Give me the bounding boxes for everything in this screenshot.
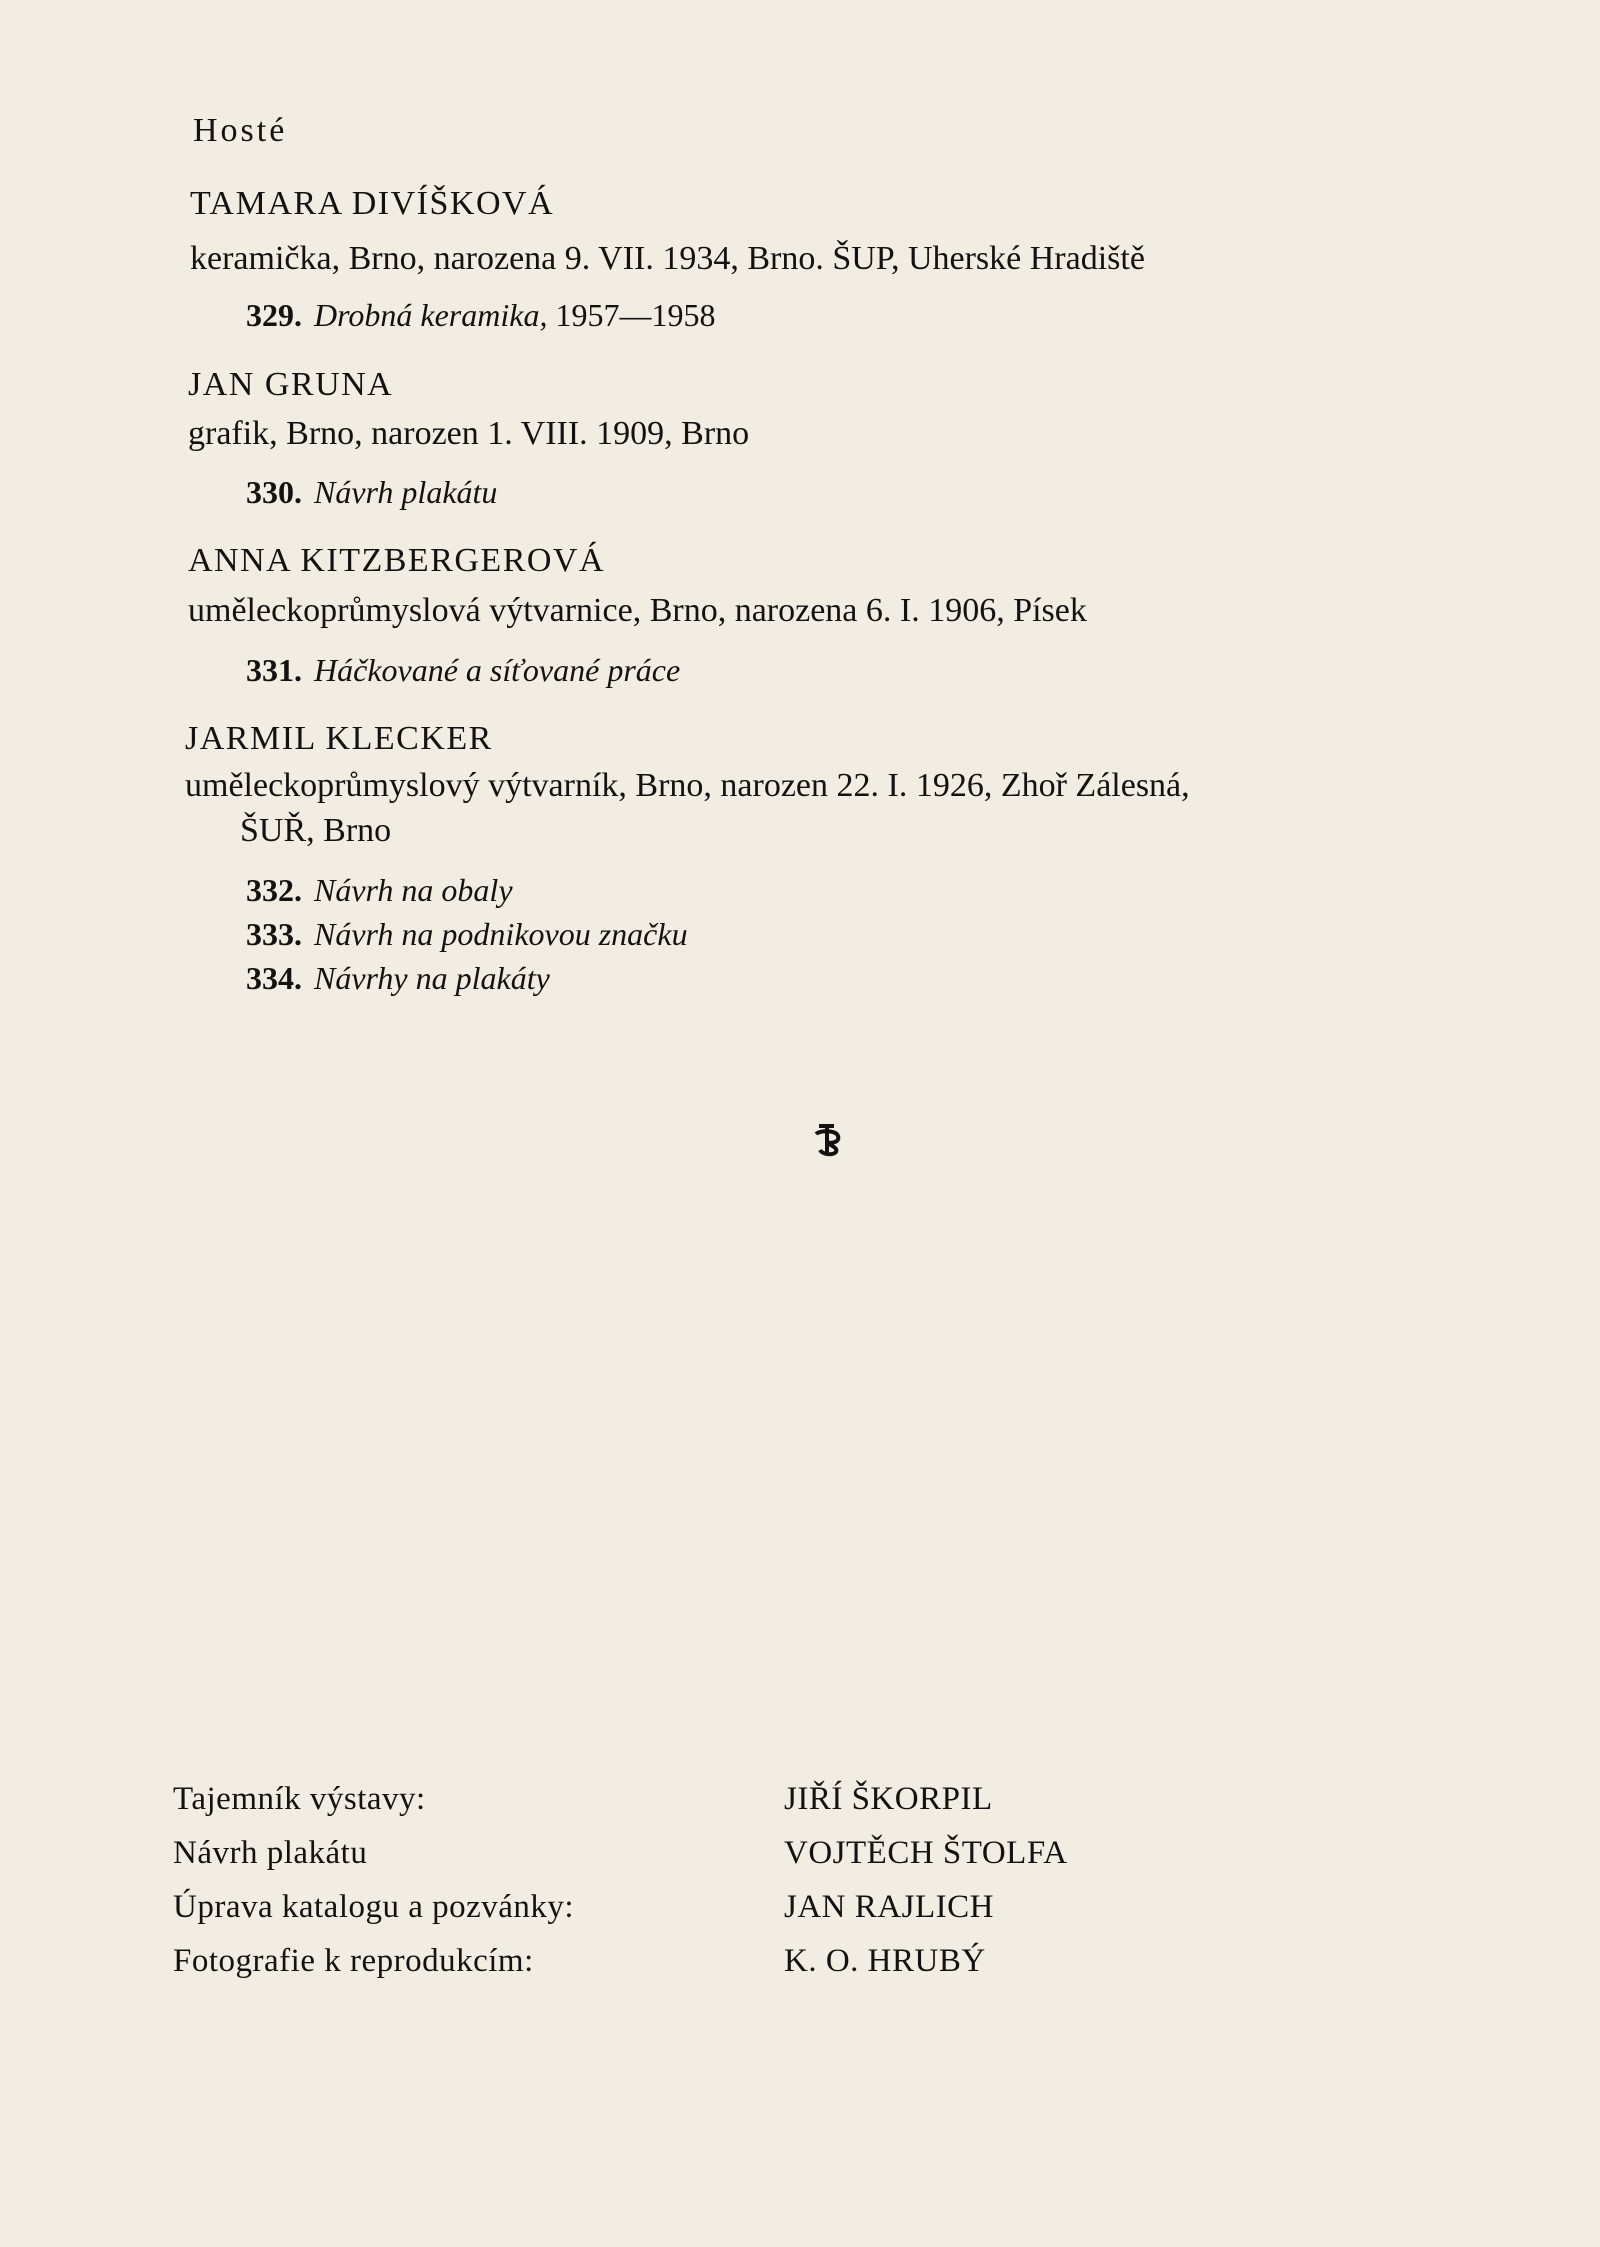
work-number: 331. xyxy=(246,652,302,688)
credit-role: Tajemník výstavy: xyxy=(173,1781,426,1817)
work-item xyxy=(246,960,550,997)
work-number: 332. xyxy=(246,872,302,908)
credit-person: JIŘÍ ŠKORPIL xyxy=(784,1781,993,1817)
work-number: 334. xyxy=(246,960,302,996)
artist-name: JARMIL KLECKER xyxy=(185,720,493,757)
work-year: 1957—1958 xyxy=(555,297,716,333)
credit-role: Úprava katalogu a pozvánky: xyxy=(173,1889,575,1925)
work-item xyxy=(246,297,715,334)
credit-role: Fotografie k reprodukcím: xyxy=(173,1943,534,1979)
work-title: Návrhy na plakáty xyxy=(314,960,550,996)
artist-bio: grafik, Brno, narozen 1. VIII. 1909, Brno xyxy=(188,415,750,452)
work-item xyxy=(246,872,513,909)
artist-bio: uměleckoprůmyslová výtvarnice, Brno, narozena 6. I. 1906, Písek xyxy=(188,592,1087,629)
section-heading-guests: Hosté xyxy=(193,112,288,149)
work-item xyxy=(246,916,688,953)
artist-bio-continued: ŠUŘ, Brno xyxy=(240,812,392,849)
work-title: Háčkované a síťované práce xyxy=(314,652,681,688)
work-title: Návrh plakátu xyxy=(314,474,498,510)
work-item xyxy=(246,474,497,511)
ornament-mark-icon xyxy=(810,1118,844,1158)
artist-name: TAMARA DIVÍŠKOVÁ xyxy=(190,185,555,222)
work-item xyxy=(246,652,680,689)
artist-bio: uměleckoprůmyslový výtvarník, Brno, narozen 22. I. 1926, Zhoř Zálesná, xyxy=(185,767,1190,804)
artist-name: ANNA KITZBERGEROVÁ xyxy=(188,542,606,579)
work-title: Drobná keramika, xyxy=(314,297,548,333)
artist-bio: keramička, Brno, narozena 9. VII. 1934, Brno. ŠUP, Uherské Hradiště xyxy=(190,240,1145,277)
credit-person: K. O. HRUBÝ xyxy=(784,1943,986,1979)
credit-role: Návrh plakátu xyxy=(173,1835,368,1871)
work-title: Návrh na podnikovou značku xyxy=(314,916,688,952)
work-title: Návrh na obaly xyxy=(314,872,513,908)
artist-name: JAN GRUNA xyxy=(188,366,394,403)
work-number: 329. xyxy=(246,297,302,333)
work-number: 330. xyxy=(246,474,302,510)
credit-person: JAN RAJLICH xyxy=(784,1889,994,1925)
work-number: 333. xyxy=(246,916,302,952)
credit-person: VOJTĚCH ŠTOLFA xyxy=(784,1835,1068,1871)
